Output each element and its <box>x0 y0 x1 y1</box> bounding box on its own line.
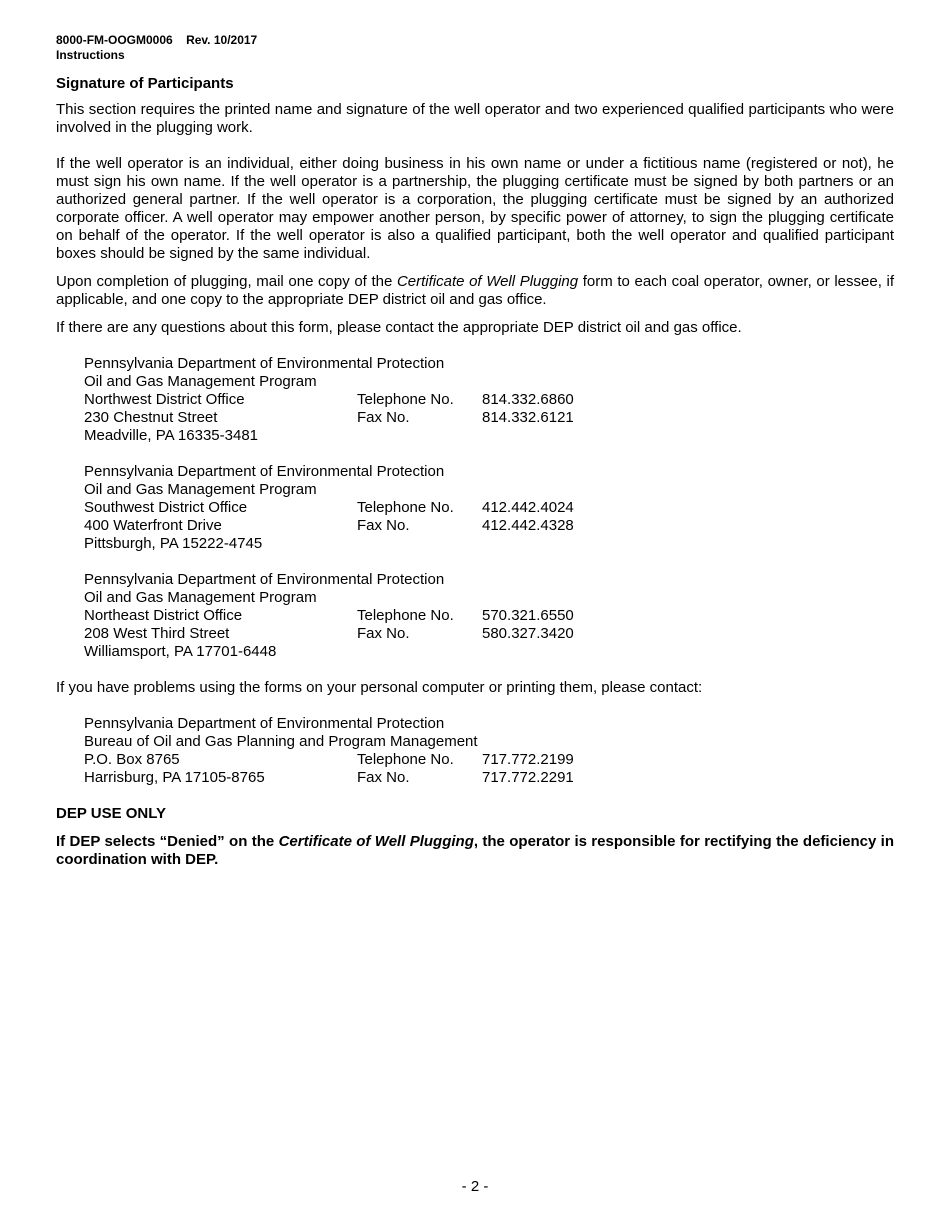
office-city: Williamsport, PA 17701-6448 <box>84 643 277 660</box>
signature-para-1: This section requires the printed name and signature of the well operator and two experienced qualified participants who were involved in the plugging work. <box>56 101 894 136</box>
para3-text-before: Upon completion of plugging, mail one copy of the <box>56 273 397 290</box>
telephone-number: 570.321.6550 <box>482 607 574 624</box>
telephone-number: 717.772.2199 <box>482 751 574 768</box>
telephone-label: Telephone No. <box>357 751 454 768</box>
office-southwest <box>84 463 894 553</box>
bureau-contact <box>84 715 894 787</box>
form-number: 8000-FM-OOGM0006 <box>56 33 173 47</box>
office-line: Pennsylvania Department of Environmental Protection <box>84 463 445 480</box>
bureau-line: Bureau of Oil and Gas Planning and Program Management <box>84 733 478 750</box>
dep-form-title: Certificate of Well Plugging <box>278 833 474 850</box>
office-street: 230 Chestnut Street <box>84 409 218 426</box>
office-name: Southwest District Office <box>84 499 248 516</box>
signature-para-4: If there are any questions about this form, please contact the appropriate DEP district oil and gas office. <box>56 319 742 336</box>
office-line: Oil and Gas Management Program <box>84 373 317 390</box>
office-city: Meadville, PA 16335-3481 <box>84 427 259 444</box>
signature-heading: Signature of Participants <box>56 75 234 92</box>
office-line: Oil and Gas Management Program <box>84 481 317 498</box>
fax-label: Fax No. <box>357 769 410 786</box>
fax-label: Fax No. <box>357 625 410 642</box>
office-city: Pittsburgh, PA 15222-4745 <box>84 535 263 552</box>
fax-number: 717.772.2291 <box>482 769 574 786</box>
office-line: Oil and Gas Management Program <box>84 589 317 606</box>
dep-use-heading: DEP USE ONLY <box>56 805 167 822</box>
bureau-line: Pennsylvania Department of Environmental Protection <box>84 715 445 732</box>
form-header <box>56 33 894 48</box>
page-number: - 2 - <box>461 1178 489 1195</box>
fax-label: Fax No. <box>357 517 410 534</box>
document-page <box>56 33 894 884</box>
fax-label: Fax No. <box>357 409 410 426</box>
telephone-label: Telephone No. <box>357 499 454 516</box>
dep-text-after: , the operator is responsible for rectifying the deficiency in coordination with DEP. <box>56 833 894 868</box>
office-name: Northwest District Office <box>84 391 245 408</box>
form-subtitle: Instructions <box>56 48 125 62</box>
bureau-po-box: P.O. Box 8765 <box>84 751 180 768</box>
office-line: Pennsylvania Department of Environmental Protection <box>84 571 445 588</box>
dep-text-before: If DEP selects “Denied” on the <box>56 833 279 850</box>
signature-para-2: If the well operator is an individual, either doing business in his own name or under a fictitious name (registered or not), he must sign his own name. If the well operator is a partnership, the plugging certificate must be signed by both partners or an authorized general partner. If the well operator is a corporation, the plugging certificate must be signed by an authorized corporate officer. A well operator may empower another person, by specific power of attorney, to sign the plugging certificate on behalf of the operator. If the well operator is also a qualified participant, both the well operator and qualified participant boxes should be signed by the same individual. <box>56 155 894 262</box>
telephone-number: 412.442.4024 <box>482 499 574 516</box>
form-revision: Rev. 10/2017 <box>186 33 258 47</box>
fax-number: 814.332.6121 <box>482 409 574 426</box>
dep-use-text <box>56 833 894 869</box>
office-street: 208 West Third Street <box>84 625 230 642</box>
office-northwest <box>84 355 894 445</box>
telephone-label: Telephone No. <box>357 607 454 624</box>
telephone-number: 814.332.6860 <box>482 391 574 408</box>
office-name: Northeast District Office <box>84 607 243 624</box>
problems-text: If you have problems using the forms on your personal computer or printing them, please contact: <box>56 679 703 696</box>
telephone-label: Telephone No. <box>357 391 454 408</box>
signature-para-3 <box>56 273 894 309</box>
office-line: Pennsylvania Department of Environmental Protection <box>84 355 445 372</box>
fax-number: 580.327.3420 <box>482 625 574 642</box>
office-street: 400 Waterfront Drive <box>84 517 222 534</box>
bureau-city: Harrisburg, PA 17105-8765 <box>84 769 265 786</box>
fax-number: 412.442.4328 <box>482 517 574 534</box>
office-northeast <box>84 571 894 661</box>
para3-form-title: Certificate of Well Plugging <box>396 273 579 290</box>
para3-text-after: form to each coal operator, owner, or lessee, if applicable, and one copy to the appropriate DEP district oil and gas office. <box>56 273 894 308</box>
